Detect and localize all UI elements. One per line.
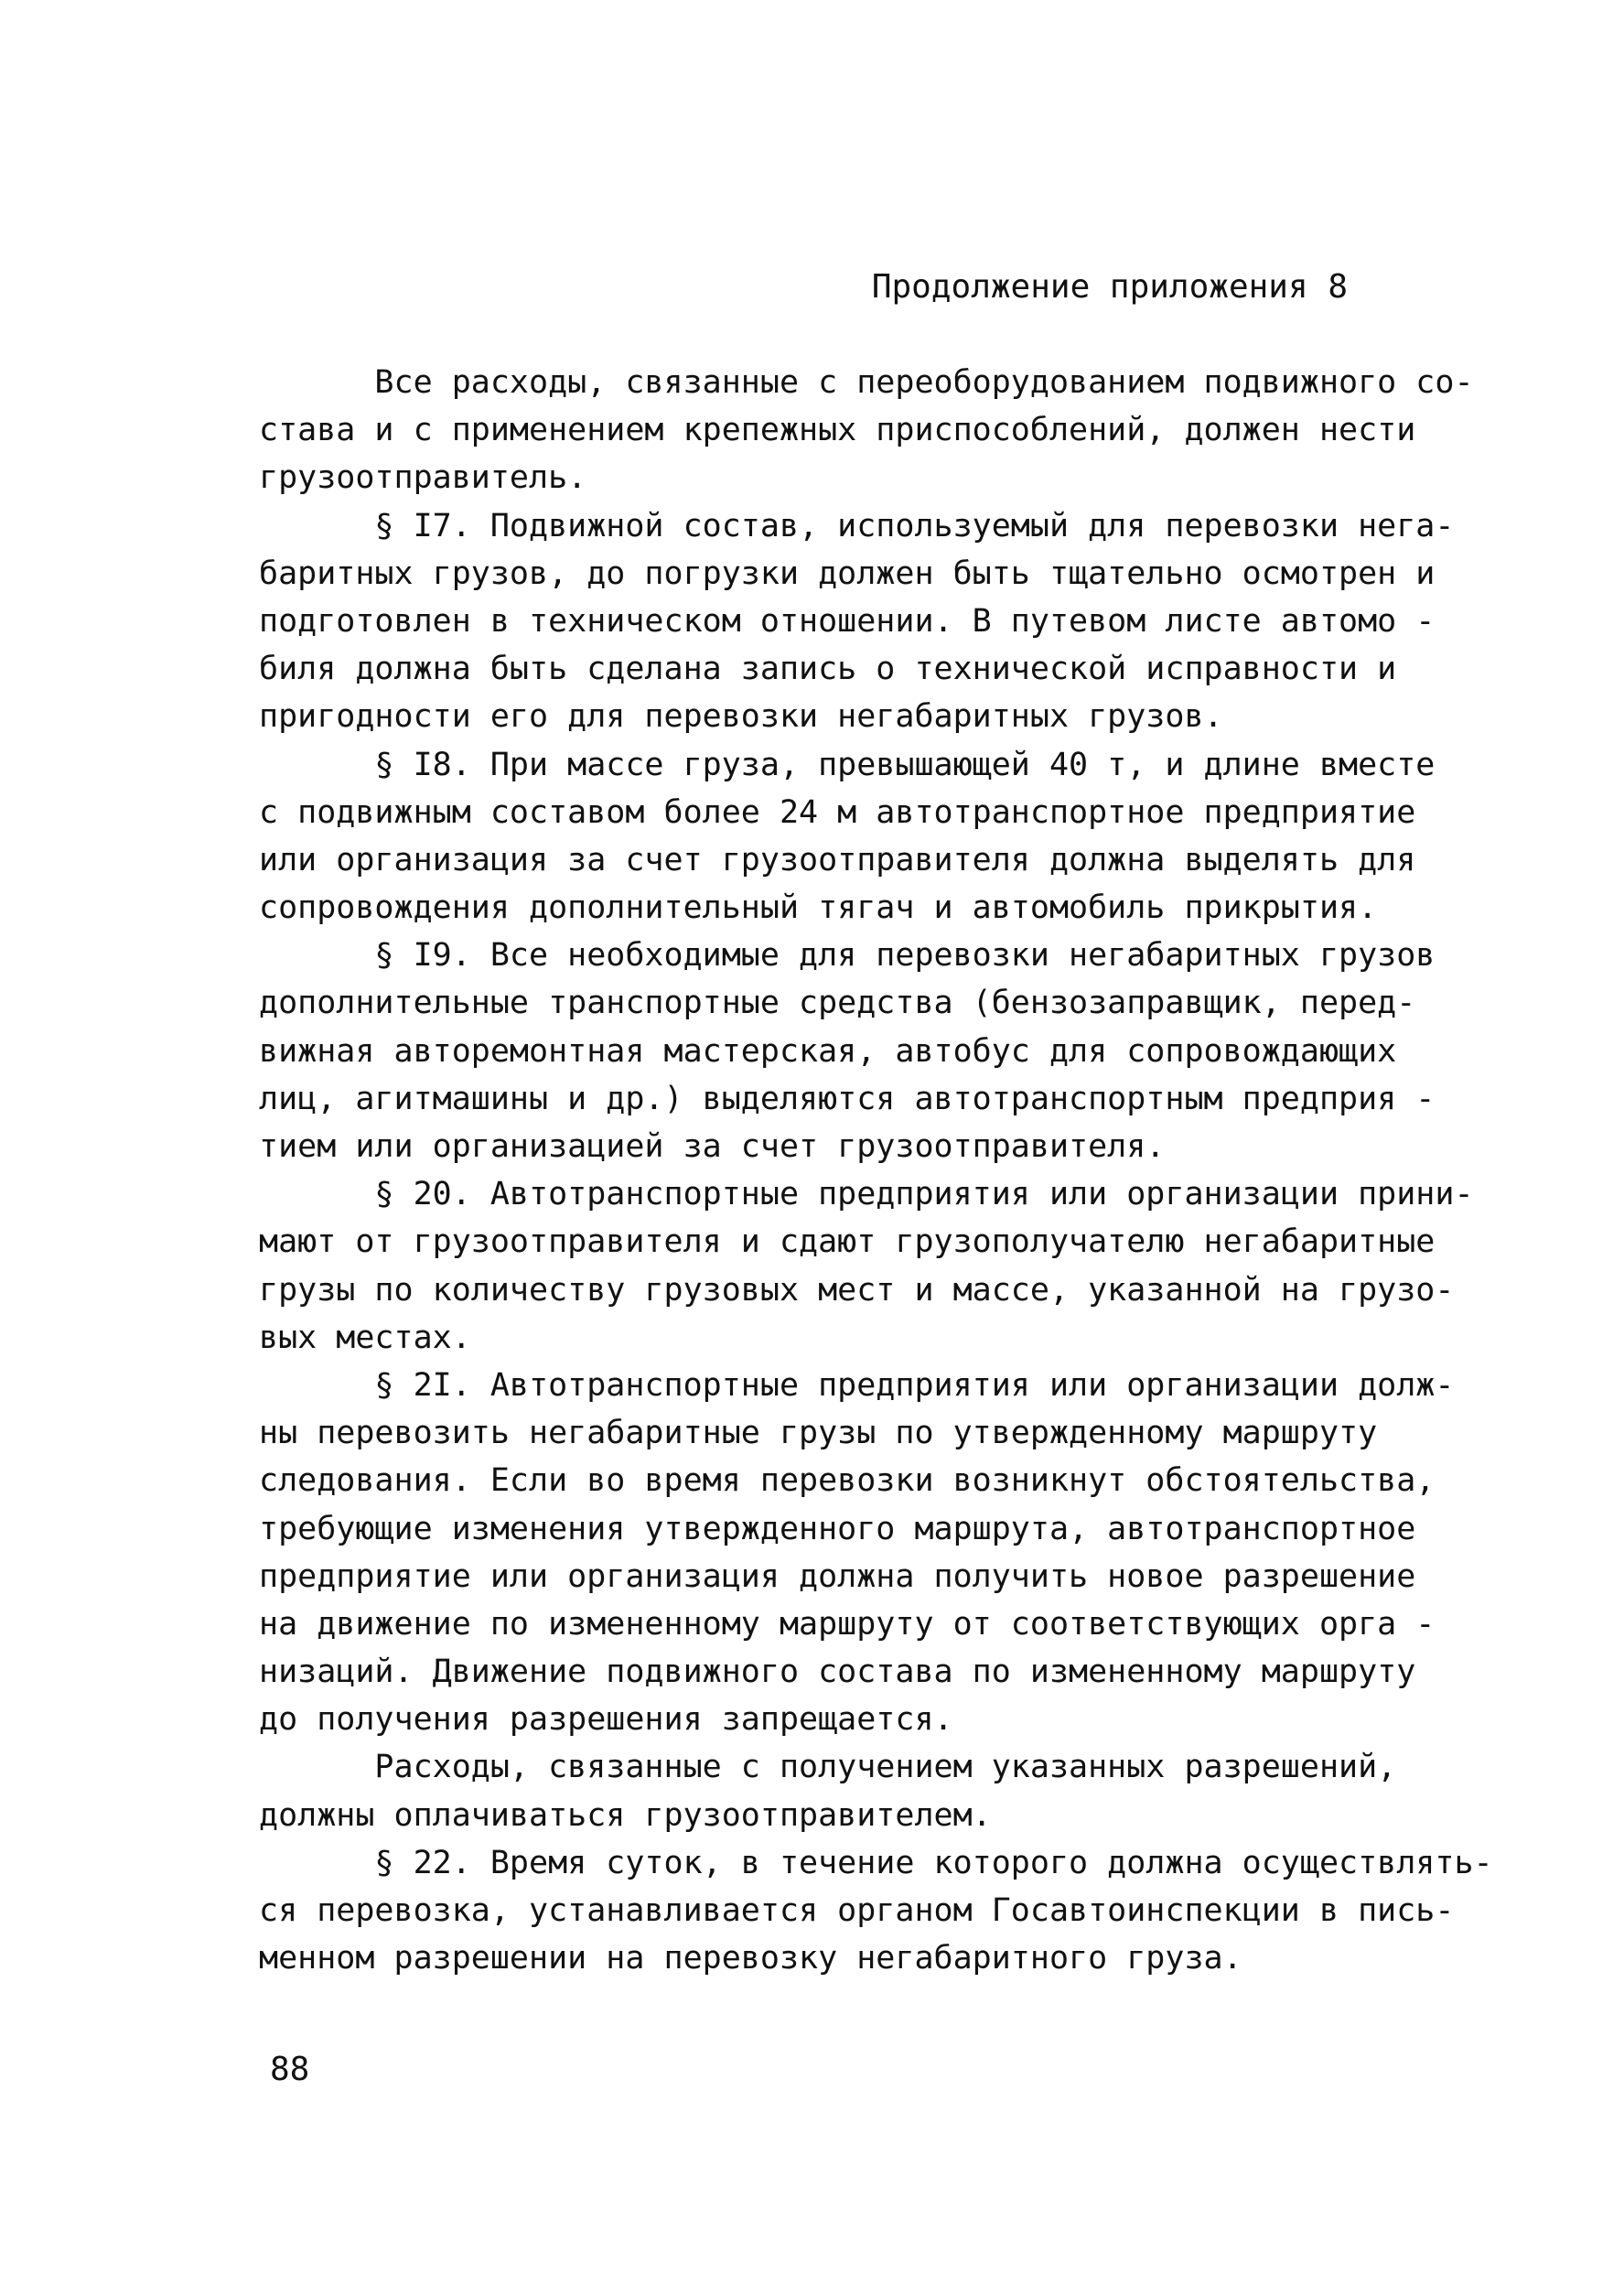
text-line: следования. Если во время перевозки возникнут обстоятельства, — [259, 1462, 1436, 1500]
text-line: ся перевозка, устанавливается органом Госавтоинспекции в пись- — [259, 1892, 1455, 1929]
text-line: вижная авторемонтная мастерская, автобус для сопровождающих — [259, 1032, 1397, 1070]
text-line: § 2I. Автотранспортные предприятия или организации долж- — [259, 1366, 1455, 1404]
text-line: дополнительные транспортные средства (бензозаправщик, перед- — [259, 985, 1416, 1022]
text-line: до получения разрешения запрещается. — [259, 1701, 953, 1739]
text-line: грузы по количеству грузовых мест и массе, указанной на грузо- — [259, 1271, 1455, 1309]
page-number: 88 — [270, 2051, 310, 2088]
text-line: с подвижным составом более 24 м автотранспортное предприятие — [259, 793, 1416, 831]
text-line: подготовлен в техническом отношении. В путевом листе автомо - — [259, 602, 1436, 640]
text-line: биля должна быть сделана запись о технической исправности и — [259, 651, 1397, 688]
text-line: менном разрешении на перевозку негабаритного груза. — [259, 1940, 1242, 1977]
text-line: § I9. Все необходимые для перевозки негабаритных грузов — [259, 937, 1436, 975]
text-line: става и с применением крепежных приспособлений, должен нести — [259, 412, 1416, 449]
text-line: Все расходы, связанные с переоборудованием подвижного со- — [259, 364, 1474, 401]
text-line: лиц, агитмашины и др.) выделяются автотранспортным предприя - — [259, 1080, 1436, 1117]
text-line: баритных грузов, до погрузки должен быть тщательно осмотрен и — [259, 555, 1436, 592]
text-line: на движение по измененному маршруту от соответствующих орга - — [259, 1605, 1436, 1643]
text-line: § I8. При массе груза, превышающей 40 т, и длине вместе — [259, 746, 1436, 783]
text-line: § I7. Подвижной состав, используемый для перевозки нега- — [259, 507, 1455, 544]
text-line: ны перевозить негабаритные грузы по утвержденному маршруту — [259, 1415, 1378, 1452]
continuation-header: Продолжение приложения 8 — [871, 268, 1348, 306]
text-line: мают от грузоотправителя и сдают грузополучателю негабаритные — [259, 1223, 1436, 1261]
text-line: § 22. Время суток, в течение которого должна осуществлять- — [259, 1844, 1493, 1881]
text-line: тием или организацией за счет грузоотправителя. — [259, 1128, 1166, 1165]
text-line: § 20. Автотранспортные предприятия или организации прини- — [259, 1176, 1474, 1213]
text-line: предприятие или организация должна получить новое разрешение — [259, 1557, 1416, 1595]
text-line: сопровождения дополнительный тягач и автомобиль прикрытия. — [259, 889, 1378, 927]
text-line: грузоотправитель. — [259, 459, 587, 497]
text-line: должны оплачиваться грузоотправителем. — [259, 1796, 992, 1834]
text-line: требующие изменения утвержденного маршрута, автотранспортное — [259, 1510, 1416, 1547]
document-body — [259, 359, 1493, 1982]
text-line: вых местах. — [259, 1319, 471, 1356]
text-line: Расходы, связанные с получением указанных разрешений, — [259, 1749, 1397, 1786]
text-line: пригодности его для перевозки негабаритных грузов. — [259, 698, 1223, 736]
text-line: или организация за счет грузоотправителя должна выделять для — [259, 841, 1416, 878]
text-line: низаций. Движение подвижного состава по измененному маршруту — [259, 1654, 1416, 1691]
